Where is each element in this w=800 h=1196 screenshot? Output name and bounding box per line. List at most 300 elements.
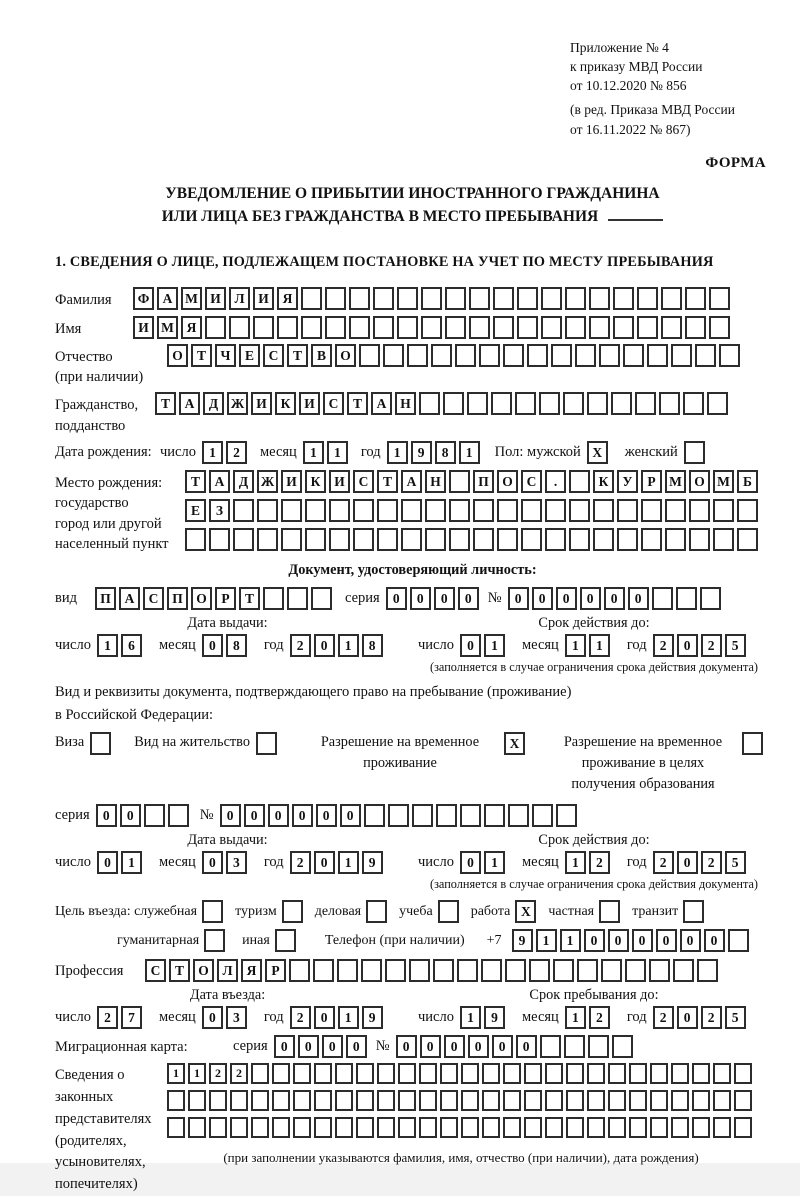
char-cell[interactable] — [692, 1117, 710, 1138]
char-cell[interactable]: 1 — [459, 441, 480, 464]
char-cell[interactable] — [503, 344, 524, 367]
char-cell[interactable] — [676, 587, 697, 610]
char-cell[interactable]: М — [181, 287, 202, 310]
char-cell[interactable]: А — [157, 287, 178, 310]
char-cell[interactable]: О — [689, 470, 710, 493]
char-cell[interactable] — [545, 499, 566, 522]
char-cell[interactable]: О — [335, 344, 356, 367]
char-cell[interactable]: 2 — [230, 1063, 248, 1084]
char-cell[interactable]: 2 — [589, 851, 610, 874]
char-cell[interactable] — [611, 392, 632, 415]
char-cell[interactable] — [409, 959, 430, 982]
char-cell[interactable] — [272, 1063, 290, 1084]
char-cell[interactable] — [314, 1117, 332, 1138]
char-cell[interactable]: 9 — [512, 929, 533, 952]
char-cell[interactable]: Д — [233, 470, 254, 493]
char-cell[interactable]: 0 — [680, 929, 701, 952]
char-cell[interactable] — [461, 1063, 479, 1084]
char-cell[interactable]: Т — [287, 344, 308, 367]
char-cell[interactable]: С — [353, 470, 374, 493]
char-cell[interactable] — [742, 732, 763, 755]
char-cell[interactable] — [445, 287, 466, 310]
char-cell[interactable]: 1 — [484, 634, 505, 657]
char-cell[interactable]: 0 — [492, 1035, 513, 1058]
char-cell[interactable] — [377, 528, 398, 551]
char-cell[interactable] — [467, 392, 488, 415]
char-cell[interactable]: 0 — [268, 804, 289, 827]
char-cell[interactable] — [599, 900, 620, 923]
char-cell[interactable] — [671, 344, 692, 367]
char-cell[interactable] — [689, 528, 710, 551]
char-cell[interactable]: 0 — [292, 804, 313, 827]
char-cell[interactable]: А — [119, 587, 140, 610]
char-cell[interactable] — [695, 344, 716, 367]
char-cell[interactable]: 1 — [484, 851, 505, 874]
char-cell[interactable] — [551, 344, 572, 367]
char-cell[interactable] — [272, 1117, 290, 1138]
char-cell[interactable] — [289, 959, 310, 982]
char-cell[interactable]: 0 — [410, 587, 431, 610]
char-cell[interactable] — [734, 1063, 752, 1084]
char-cell[interactable] — [707, 392, 728, 415]
char-cell[interactable]: 1 — [167, 1063, 185, 1084]
char-cell[interactable] — [287, 587, 308, 610]
char-cell[interactable]: 0 — [677, 1006, 698, 1029]
char-cell[interactable]: 0 — [444, 1035, 465, 1058]
char-cell[interactable] — [685, 316, 706, 339]
char-cell[interactable] — [713, 499, 734, 522]
char-cell[interactable] — [356, 1090, 374, 1111]
char-cell[interactable] — [665, 499, 686, 522]
char-cell[interactable] — [337, 959, 358, 982]
char-cell[interactable] — [684, 441, 705, 464]
char-cell[interactable] — [144, 804, 165, 827]
char-cell[interactable]: Т — [347, 392, 368, 415]
char-cell[interactable]: 1 — [188, 1063, 206, 1084]
char-cell[interactable] — [205, 316, 226, 339]
char-cell[interactable]: Д — [203, 392, 224, 415]
char-cell[interactable] — [449, 470, 470, 493]
char-cell[interactable] — [521, 528, 542, 551]
char-cell[interactable]: 5 — [725, 634, 746, 657]
char-cell[interactable] — [589, 287, 610, 310]
char-cell[interactable] — [349, 316, 370, 339]
char-cell[interactable] — [431, 344, 452, 367]
char-cell[interactable] — [692, 1090, 710, 1111]
char-cell[interactable] — [650, 1063, 668, 1084]
char-cell[interactable]: 0 — [458, 587, 479, 610]
char-cell[interactable]: 0 — [202, 851, 223, 874]
char-cell[interactable]: И — [205, 287, 226, 310]
char-cell[interactable]: 0 — [508, 587, 529, 610]
char-cell[interactable]: 1 — [338, 851, 359, 874]
char-cell[interactable]: 2 — [290, 851, 311, 874]
char-cell[interactable]: 1 — [565, 851, 586, 874]
char-cell[interactable]: 0 — [556, 587, 577, 610]
char-cell[interactable]: 0 — [532, 587, 553, 610]
char-cell[interactable] — [482, 1117, 500, 1138]
char-cell[interactable] — [401, 499, 422, 522]
char-cell[interactable] — [421, 316, 442, 339]
char-cell[interactable] — [641, 528, 662, 551]
char-cell[interactable] — [588, 1035, 609, 1058]
char-cell[interactable] — [629, 1117, 647, 1138]
char-cell[interactable]: 0 — [704, 929, 725, 952]
char-cell[interactable]: 2 — [653, 851, 674, 874]
char-cell[interactable] — [251, 1063, 269, 1084]
char-cell[interactable] — [564, 1035, 585, 1058]
char-cell[interactable] — [661, 316, 682, 339]
char-cell[interactable] — [257, 499, 278, 522]
char-cell[interactable] — [709, 287, 730, 310]
char-cell[interactable]: П — [95, 587, 116, 610]
char-cell[interactable]: 1 — [589, 634, 610, 657]
char-cell[interactable] — [599, 344, 620, 367]
char-cell[interactable] — [233, 499, 254, 522]
char-cell[interactable] — [440, 1063, 458, 1084]
char-cell[interactable]: 0 — [628, 587, 649, 610]
char-cell[interactable]: 0 — [604, 587, 625, 610]
char-cell[interactable]: И — [251, 392, 272, 415]
char-cell[interactable]: Ф — [133, 287, 154, 310]
char-cell[interactable] — [565, 287, 586, 310]
char-cell[interactable]: 0 — [656, 929, 677, 952]
char-cell[interactable] — [661, 287, 682, 310]
char-cell[interactable] — [335, 1090, 353, 1111]
char-cell[interactable] — [737, 528, 758, 551]
char-cell[interactable] — [713, 1063, 731, 1084]
char-cell[interactable] — [493, 287, 514, 310]
char-cell[interactable]: 2 — [209, 1063, 227, 1084]
char-cell[interactable]: 1 — [202, 441, 223, 464]
char-cell[interactable] — [566, 1117, 584, 1138]
char-cell[interactable] — [167, 1117, 185, 1138]
char-cell[interactable] — [419, 1117, 437, 1138]
char-cell[interactable]: 0 — [434, 587, 455, 610]
char-cell[interactable] — [251, 1090, 269, 1111]
char-cell[interactable]: А — [371, 392, 392, 415]
char-cell[interactable] — [473, 528, 494, 551]
char-cell[interactable] — [349, 287, 370, 310]
char-cell[interactable] — [683, 900, 704, 923]
char-cell[interactable]: С — [143, 587, 164, 610]
char-cell[interactable] — [388, 804, 409, 827]
char-cell[interactable] — [449, 499, 470, 522]
char-cell[interactable] — [524, 1063, 542, 1084]
char-cell[interactable]: 2 — [701, 1006, 722, 1029]
char-cell[interactable]: Н — [395, 392, 416, 415]
char-cell[interactable]: 0 — [202, 634, 223, 657]
char-cell[interactable] — [589, 316, 610, 339]
char-cell[interactable] — [436, 804, 457, 827]
char-cell[interactable] — [545, 1090, 563, 1111]
char-cell[interactable]: И — [329, 470, 350, 493]
char-cell[interactable] — [293, 1090, 311, 1111]
char-cell[interactable] — [398, 1117, 416, 1138]
char-cell[interactable] — [629, 1063, 647, 1084]
char-cell[interactable] — [497, 499, 518, 522]
char-cell[interactable] — [440, 1117, 458, 1138]
char-cell[interactable]: 0 — [298, 1035, 319, 1058]
char-cell[interactable] — [433, 959, 454, 982]
char-cell[interactable] — [623, 344, 644, 367]
char-cell[interactable] — [673, 959, 694, 982]
char-cell[interactable] — [449, 528, 470, 551]
char-cell[interactable]: 1 — [97, 634, 118, 657]
char-cell[interactable]: 0 — [202, 1006, 223, 1029]
char-cell[interactable] — [356, 1117, 374, 1138]
char-cell[interactable] — [335, 1063, 353, 1084]
char-cell[interactable] — [563, 392, 584, 415]
char-cell[interactable]: 2 — [653, 1006, 674, 1029]
char-cell[interactable]: 8 — [435, 441, 456, 464]
char-cell[interactable] — [617, 528, 638, 551]
char-cell[interactable] — [593, 528, 614, 551]
char-cell[interactable]: У — [617, 470, 638, 493]
char-cell[interactable]: 1 — [565, 634, 586, 657]
char-cell[interactable] — [482, 1063, 500, 1084]
char-cell[interactable]: 3 — [226, 851, 247, 874]
char-cell[interactable] — [685, 287, 706, 310]
char-cell[interactable] — [540, 1035, 561, 1058]
char-cell[interactable]: Т — [155, 392, 176, 415]
char-cell[interactable] — [505, 959, 526, 982]
char-cell[interactable] — [545, 1117, 563, 1138]
char-cell[interactable]: И — [281, 470, 302, 493]
char-cell[interactable] — [593, 499, 614, 522]
char-cell[interactable] — [272, 1090, 290, 1111]
char-cell[interactable] — [613, 287, 634, 310]
char-cell[interactable]: С — [263, 344, 284, 367]
char-cell[interactable]: Т — [185, 470, 206, 493]
char-cell[interactable] — [373, 316, 394, 339]
char-cell[interactable] — [356, 1063, 374, 1084]
char-cell[interactable] — [455, 344, 476, 367]
char-cell[interactable]: 0 — [677, 851, 698, 874]
char-cell[interactable]: 0 — [314, 851, 335, 874]
char-cell[interactable]: X — [587, 441, 608, 464]
char-cell[interactable]: Р — [215, 587, 236, 610]
char-cell[interactable]: 1 — [460, 1006, 481, 1029]
char-cell[interactable]: 0 — [420, 1035, 441, 1058]
char-cell[interactable]: Я — [181, 316, 202, 339]
char-cell[interactable] — [612, 1035, 633, 1058]
char-cell[interactable] — [230, 1090, 248, 1111]
char-cell[interactable]: Я — [277, 287, 298, 310]
char-cell[interactable]: И — [253, 287, 274, 310]
char-cell[interactable] — [671, 1090, 689, 1111]
char-cell[interactable] — [713, 1117, 731, 1138]
char-cell[interactable]: 1 — [387, 441, 408, 464]
char-cell[interactable] — [253, 316, 274, 339]
char-cell[interactable] — [545, 528, 566, 551]
char-cell[interactable]: 0 — [120, 804, 141, 827]
char-cell[interactable] — [305, 528, 326, 551]
char-cell[interactable]: О — [167, 344, 188, 367]
char-cell[interactable]: 6 — [121, 634, 142, 657]
char-cell[interactable]: 8 — [226, 634, 247, 657]
char-cell[interactable] — [188, 1090, 206, 1111]
char-cell[interactable]: С — [145, 959, 166, 982]
char-cell[interactable]: . — [545, 470, 566, 493]
char-cell[interactable] — [277, 316, 298, 339]
char-cell[interactable] — [539, 392, 560, 415]
char-cell[interactable] — [256, 732, 277, 755]
char-cell[interactable] — [647, 344, 668, 367]
char-cell[interactable] — [325, 287, 346, 310]
char-cell[interactable]: Я — [241, 959, 262, 982]
char-cell[interactable] — [521, 499, 542, 522]
char-cell[interactable] — [366, 900, 387, 923]
char-cell[interactable] — [377, 1090, 395, 1111]
char-cell[interactable] — [601, 959, 622, 982]
char-cell[interactable]: 1 — [565, 1006, 586, 1029]
char-cell[interactable] — [419, 1063, 437, 1084]
char-cell[interactable] — [293, 1117, 311, 1138]
char-cell[interactable]: К — [305, 470, 326, 493]
char-cell[interactable] — [425, 499, 446, 522]
char-cell[interactable] — [230, 1117, 248, 1138]
char-cell[interactable] — [587, 1090, 605, 1111]
char-cell[interactable]: Т — [377, 470, 398, 493]
char-cell[interactable] — [737, 499, 758, 522]
char-cell[interactable]: М — [665, 470, 686, 493]
char-cell[interactable] — [709, 316, 730, 339]
char-cell[interactable] — [517, 287, 538, 310]
char-cell[interactable] — [359, 344, 380, 367]
char-cell[interactable] — [407, 344, 428, 367]
char-cell[interactable] — [377, 499, 398, 522]
char-cell[interactable] — [373, 287, 394, 310]
char-cell[interactable] — [314, 1063, 332, 1084]
char-cell[interactable] — [301, 287, 322, 310]
char-cell[interactable] — [671, 1063, 689, 1084]
char-cell[interactable] — [377, 1117, 395, 1138]
char-cell[interactable]: 0 — [460, 634, 481, 657]
char-cell[interactable] — [556, 804, 577, 827]
char-cell[interactable]: М — [713, 470, 734, 493]
char-cell[interactable] — [524, 1090, 542, 1111]
char-cell[interactable]: Т — [239, 587, 260, 610]
char-cell[interactable]: 5 — [725, 1006, 746, 1029]
char-cell[interactable]: 0 — [468, 1035, 489, 1058]
char-cell[interactable]: Р — [641, 470, 662, 493]
char-cell[interactable] — [569, 499, 590, 522]
char-cell[interactable]: 0 — [386, 587, 407, 610]
char-cell[interactable] — [202, 900, 223, 923]
char-cell[interactable] — [167, 1090, 185, 1111]
char-cell[interactable] — [398, 1090, 416, 1111]
char-cell[interactable]: 3 — [226, 1006, 247, 1029]
char-cell[interactable] — [364, 804, 385, 827]
char-cell[interactable] — [401, 528, 422, 551]
char-cell[interactable] — [457, 959, 478, 982]
char-cell[interactable] — [665, 528, 686, 551]
char-cell[interactable] — [397, 316, 418, 339]
char-cell[interactable] — [608, 1090, 626, 1111]
char-cell[interactable] — [329, 528, 350, 551]
char-cell[interactable] — [608, 1063, 626, 1084]
char-cell[interactable]: 0 — [460, 851, 481, 874]
char-cell[interactable]: 0 — [244, 804, 265, 827]
char-cell[interactable] — [517, 316, 538, 339]
char-cell[interactable]: И — [299, 392, 320, 415]
char-cell[interactable] — [469, 316, 490, 339]
char-cell[interactable] — [185, 528, 206, 551]
char-cell[interactable] — [541, 316, 562, 339]
char-cell[interactable] — [445, 316, 466, 339]
char-cell[interactable] — [587, 1117, 605, 1138]
char-cell[interactable]: О — [193, 959, 214, 982]
char-cell[interactable] — [361, 959, 382, 982]
char-cell[interactable] — [734, 1090, 752, 1111]
char-cell[interactable] — [281, 499, 302, 522]
char-cell[interactable] — [479, 344, 500, 367]
char-cell[interactable] — [383, 344, 404, 367]
char-cell[interactable]: А — [401, 470, 422, 493]
char-cell[interactable] — [168, 804, 189, 827]
char-cell[interactable] — [532, 804, 553, 827]
char-cell[interactable]: Т — [191, 344, 212, 367]
char-cell[interactable] — [209, 1090, 227, 1111]
char-cell[interactable]: 0 — [584, 929, 605, 952]
char-cell[interactable]: 0 — [314, 634, 335, 657]
char-cell[interactable] — [566, 1063, 584, 1084]
char-cell[interactable] — [497, 528, 518, 551]
char-cell[interactable] — [329, 499, 350, 522]
char-cell[interactable] — [700, 587, 721, 610]
char-cell[interactable] — [491, 392, 512, 415]
char-cell[interactable] — [734, 1117, 752, 1138]
char-cell[interactable] — [257, 528, 278, 551]
char-cell[interactable] — [608, 1117, 626, 1138]
char-cell[interactable]: О — [497, 470, 518, 493]
char-cell[interactable] — [233, 528, 254, 551]
char-cell[interactable]: 9 — [362, 851, 383, 874]
char-cell[interactable] — [440, 1090, 458, 1111]
char-cell[interactable] — [527, 344, 548, 367]
char-cell[interactable] — [569, 470, 590, 493]
char-cell[interactable] — [503, 1063, 521, 1084]
char-cell[interactable]: М — [157, 316, 178, 339]
char-cell[interactable]: 2 — [589, 1006, 610, 1029]
char-cell[interactable] — [281, 528, 302, 551]
char-cell[interactable] — [629, 1090, 647, 1111]
char-cell[interactable]: 9 — [484, 1006, 505, 1029]
char-cell[interactable] — [493, 316, 514, 339]
char-cell[interactable] — [659, 392, 680, 415]
char-cell[interactable] — [575, 344, 596, 367]
char-cell[interactable]: Е — [239, 344, 260, 367]
char-cell[interactable] — [503, 1090, 521, 1111]
char-cell[interactable]: 0 — [340, 804, 361, 827]
char-cell[interactable]: Ч — [215, 344, 236, 367]
char-cell[interactable]: З — [209, 499, 230, 522]
char-cell[interactable]: П — [473, 470, 494, 493]
char-cell[interactable]: Ж — [227, 392, 248, 415]
char-cell[interactable]: 2 — [290, 634, 311, 657]
char-cell[interactable] — [713, 528, 734, 551]
char-cell[interactable]: 1 — [303, 441, 324, 464]
char-cell[interactable] — [482, 1090, 500, 1111]
char-cell[interactable] — [398, 1063, 416, 1084]
char-cell[interactable] — [587, 392, 608, 415]
char-cell[interactable] — [461, 1117, 479, 1138]
char-cell[interactable] — [515, 392, 536, 415]
char-cell[interactable]: 1 — [327, 441, 348, 464]
char-cell[interactable]: К — [275, 392, 296, 415]
char-cell[interactable]: 2 — [653, 634, 674, 657]
